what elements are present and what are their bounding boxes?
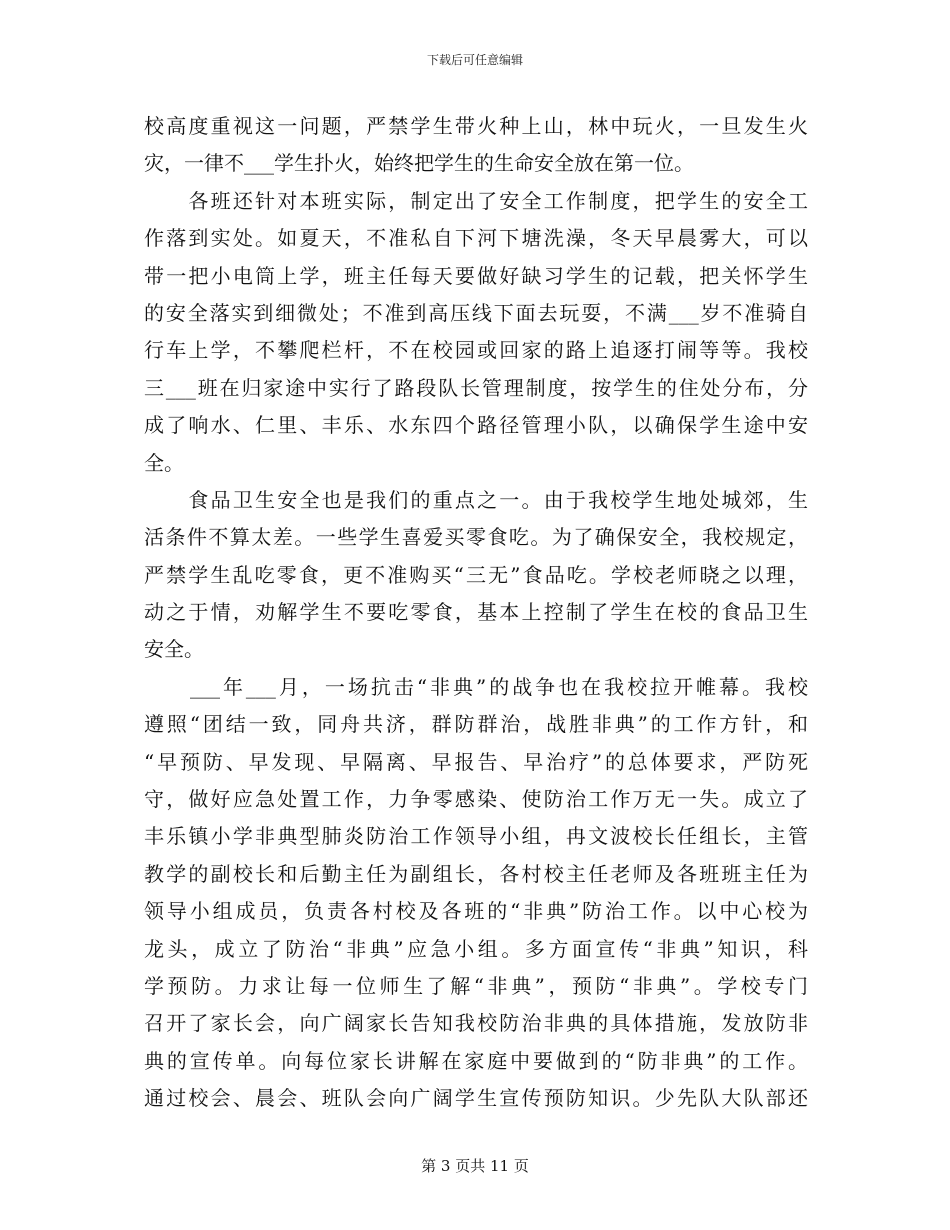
text-line: 活条件不算太差。一些学生喜爱买零食吃。为了确保安全，我校规定， [144,525,808,550]
text-line: 动之于情，劝解学生不要吃零食，基本上控制了学生在校的食品卫生 [144,600,808,625]
text-line: 灾，一律不___学生扑火，始终把学生的生命安全放在第一位。 [144,151,694,176]
text-line: 领导小组成员，负责各村校及各班的“非典”防治工作。以中心校为 [144,899,808,924]
page-header: 下载后可任意编辑 [426,53,523,67]
text-line: 各班还针对本班实际，制定出了安全工作制度，把学生的安全工 [144,188,808,213]
page-footer: 第 3 页共 11 页 [421,1157,529,1175]
text-line: 三___班在归家途中实行了路段队长管理制度，按学生的住处分布，分 [144,375,808,400]
text-line: 守，做好应急处置工作，力争零感染、使防治工作万无一失。成立了 [144,787,808,812]
text-line: 召开了家长会，向广阔家长告知我校防治非典的具体措施，发放防非 [144,1011,808,1036]
document-body [144,108,808,1118]
text-line: 典的宣传单。向每位家长讲解在家庭中要做到的“防非典”的工作。 [144,1048,808,1073]
text-line: 遵照“团结一致，同舟共济，群防群治，战胜非典”的工作方针，和 [144,712,808,737]
text-line: 成了响水、仁里、丰乐、水东四个路径管理小队，以确保学生途中安 [144,413,808,438]
text-line: “早预防、早发现、早隔离、早报告、早治疗”的总体要求，严防死 [144,749,808,774]
text-line: 食品卫生安全也是我们的重点之一。由于我校学生地处城郊，生 [144,487,808,512]
text-line: 的安全落实到细微处；不准到高压线下面去玩耍，不满___岁不准骑自 [144,300,808,325]
text-line: 行车上学，不攀爬栏杆，不在校园或回家的路上追逐打闹等等。我校 [144,338,808,363]
text-line: 安全。 [144,637,204,662]
text-line: 教学的副校长和后勤主任为副组长，各村校主任老师及各班班主任为 [144,861,808,886]
text-line: 通过校会、晨会、班队会向广阔学生宣传预防知识。少先队大队部还 [144,1086,808,1111]
text-line: 作落到实处。如夏天，不准私自下河下塘洗澡，冬天早晨雾大，可以 [144,226,808,251]
text-line: 龙头，成立了防治“非典”应急小组。多方面宣传“非典”知识，科 [144,936,808,961]
text-line: 严禁学生乱吃零食，更不准购买“三无”食品吃。学校老师晓之以理， [144,562,808,587]
text-line: 带一把小电筒上学，班主任每天要做好缺习学生的记载，把关怀学生 [144,263,808,288]
text-line: 校高度重视这一问题，严禁学生带火种上山，林中玩火，一旦发生火 [144,114,808,138]
text-line: 学预防。力求让每一位师生了解“非典”，预防“非典”。学校专门 [144,973,808,998]
text-line: ___年___月，一场抗击“非典”的战争也在我校拉开帷幕。我校 [144,674,808,699]
text-line: 丰乐镇小学非典型肺炎防治工作领导小组，冉文波校长任组长，主管 [144,824,808,849]
text-line: 全。 [144,450,184,475]
